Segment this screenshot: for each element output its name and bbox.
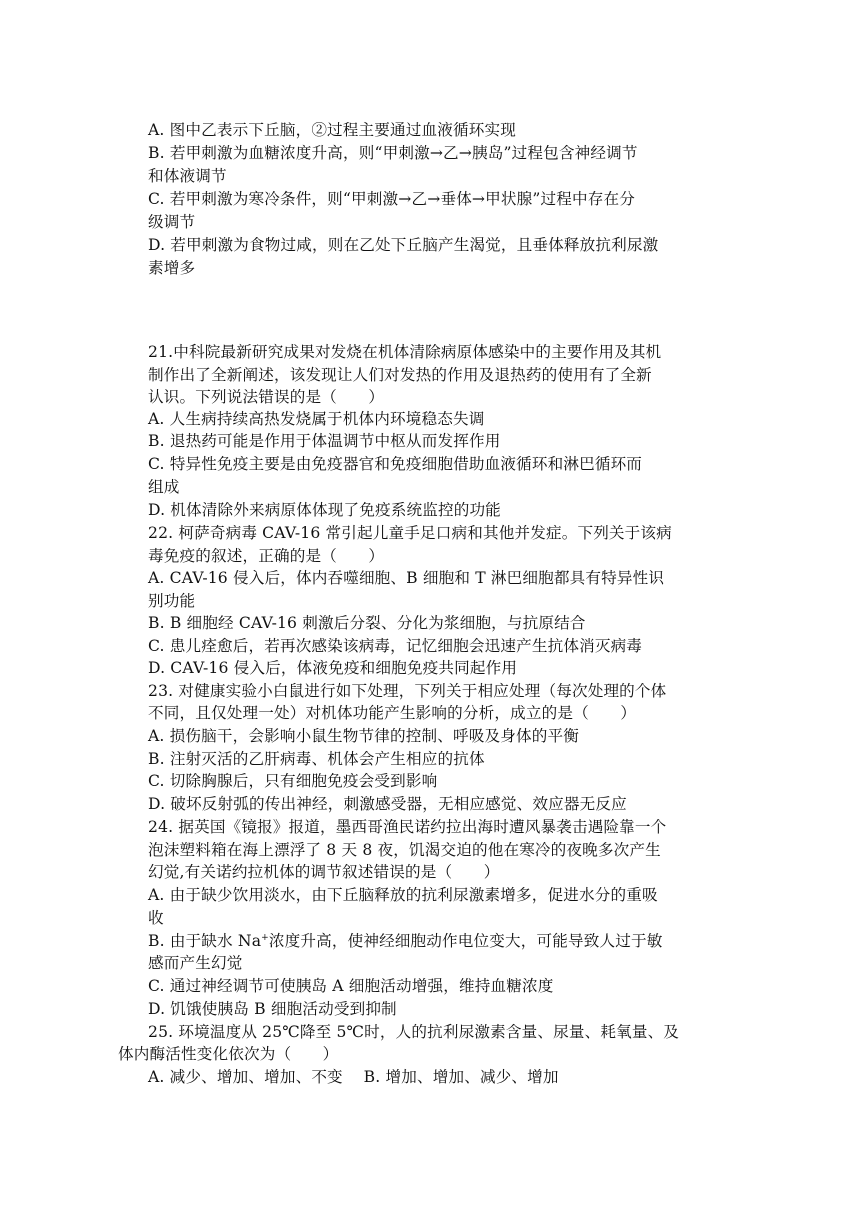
q21-option-a: A. 人生病持续高热发烧属于机体内环境稳态失调 — [148, 410, 485, 428]
q21-stem-cont: 制作出了全新阐述，该发现让人们对发热的作用及退热药的使用有了全新 — [148, 366, 652, 384]
q20-option-d: D. 若甲刺激为食物过咸，则在乙处下丘脑产生渴觉，且垂体释放抗利尿激 — [148, 236, 659, 254]
q24-stem-cont: 泡沫塑料箱在海上漂浮了 8 天 8 夜，饥渴交迫的他在寒冷的夜晚多次产生 — [148, 841, 661, 859]
q23-option-d: D. 破坏反射弧的传出神经，刺激感受器，无相应感觉、效应器无反应 — [148, 795, 627, 813]
q24-stem-cont: 幻觉,有关诺约拉机体的调节叙述错误的是（ ） — [148, 863, 500, 881]
q25-stem: 25. 环境温度从 25℃降至 5℃时，人的抗利尿激素含量、尿量、耗氧量、及 — [148, 1023, 680, 1041]
q24-option-a: A. 由于缺少饮用淡水，由下丘脑释放的抗利尿激素增多，促进水分的重吸 — [148, 886, 658, 904]
q25-stem-cont: 体内酶活性变化依次为（ ） — [118, 1045, 339, 1063]
q23-stem-cont: 不同，且仅处理一处）对机体功能产生影响的分析，成立的是（ ） — [148, 704, 637, 722]
q22-option-c: C. 患儿痊愈后，若再次感染该病毒，记忆细胞会迅速产生抗体消灭病毒 — [148, 637, 643, 655]
q21-option-b: B. 退热药可能是作用于体温调节中枢从而发挥作用 — [148, 432, 501, 450]
q21-stem-cont: 认识。下列说法错误的是（ ） — [148, 388, 385, 406]
q23-option-b: B. 注射灭活的乙肝病毒、机体会产生相应的抗体 — [148, 750, 485, 768]
q24-stem: 24. 据英国《镜报》报道，墨西哥渔民诺约拉出海时遭风暴袭击遇险靠一个 — [148, 818, 667, 836]
q23-option-a: A. 损伤脑干，会影响小鼠生物节律的控制、呼吸及身体的平衡 — [148, 727, 579, 745]
q21-option-c-cont: 组成 — [148, 478, 180, 496]
q20-option-c-cont: 级调节 — [148, 213, 196, 231]
q20-option-c: C. 若甲刺激为寒冷条件，则“甲刺激→乙→垂体→甲状腺”过程中存在分 — [148, 190, 635, 208]
q22-option-d: D. CAV-16 侵入后，体液免疫和细胞免疫共同起作用 — [148, 659, 518, 677]
q22-stem: 22. 柯萨奇病毒 CAV-16 常引起儿童手足口病和其他并发症。下列关于该病 — [148, 524, 672, 542]
q22-option-a: A. CAV-16 侵入后，体内吞噬细胞、B 细胞和 T 淋巴细胞都具有特异性识 — [148, 569, 665, 587]
q21-option-c: C. 特异性免疫主要是由免疫器官和免疫细胞借助血液循环和淋巴循环而 — [148, 455, 643, 473]
q20-option-a: A. 图中乙表示下丘脑，②过程主要通过血液循环实现 — [148, 121, 516, 139]
q21-option-d: D. 机体清除外来病原体体现了免疫系统监控的功能 — [148, 501, 501, 519]
q24-option-b — [148, 930, 662, 952]
q24-option-b-cont: 感而产生幻觉 — [148, 954, 243, 972]
q24-option-a-cont: 收 — [148, 909, 164, 927]
q20-option-d-cont: 素增多 — [148, 259, 196, 277]
q24-option-b-text-cont: 浓度升高，使神经细胞动作电位变大，可能导致人过于敏 — [268, 932, 663, 950]
q22-option-a-cont: 别功能 — [148, 592, 196, 610]
q22-option-b: B. B 细胞经 CAV-16 刺激后分裂、分化为浆细胞，与抗原结合 — [148, 614, 586, 632]
q20-option-b: B. 若甲刺激为血糖浓度升高，则“甲刺激→乙→胰岛”过程包含神经调节 — [148, 144, 638, 162]
q20-option-b-cont: 和体液调节 — [148, 167, 227, 185]
q24-option-b-text: B. 由于缺水 Na — [148, 932, 262, 950]
q23-option-c: C. 切除胸腺后，只有细胞免疫会受到影响 — [148, 772, 438, 790]
q24-option-c: C. 通过神经调节可使胰岛 A 细胞活动增强，维持血糖浓度 — [148, 977, 554, 995]
q23-stem: 23. 对健康实验小白鼠进行如下处理，下列关于相应处理（每次处理的个体 — [148, 682, 667, 700]
q24-option-b-superscript: + — [261, 933, 269, 943]
q22-stem-cont: 毒免疫的叙述，正确的是（ ） — [148, 547, 385, 565]
q25-options: A. 减少、增加、增加、不变 B. 增加、增加、减少、增加 — [148, 1068, 559, 1086]
q24-option-d: D. 饥饿使胰岛 B 细胞活动受到抑制 — [148, 1000, 397, 1018]
q21-stem: 21.中科院最新研究成果对发烧在机体清除病原体感染中的主要作用及其机 — [148, 343, 662, 361]
